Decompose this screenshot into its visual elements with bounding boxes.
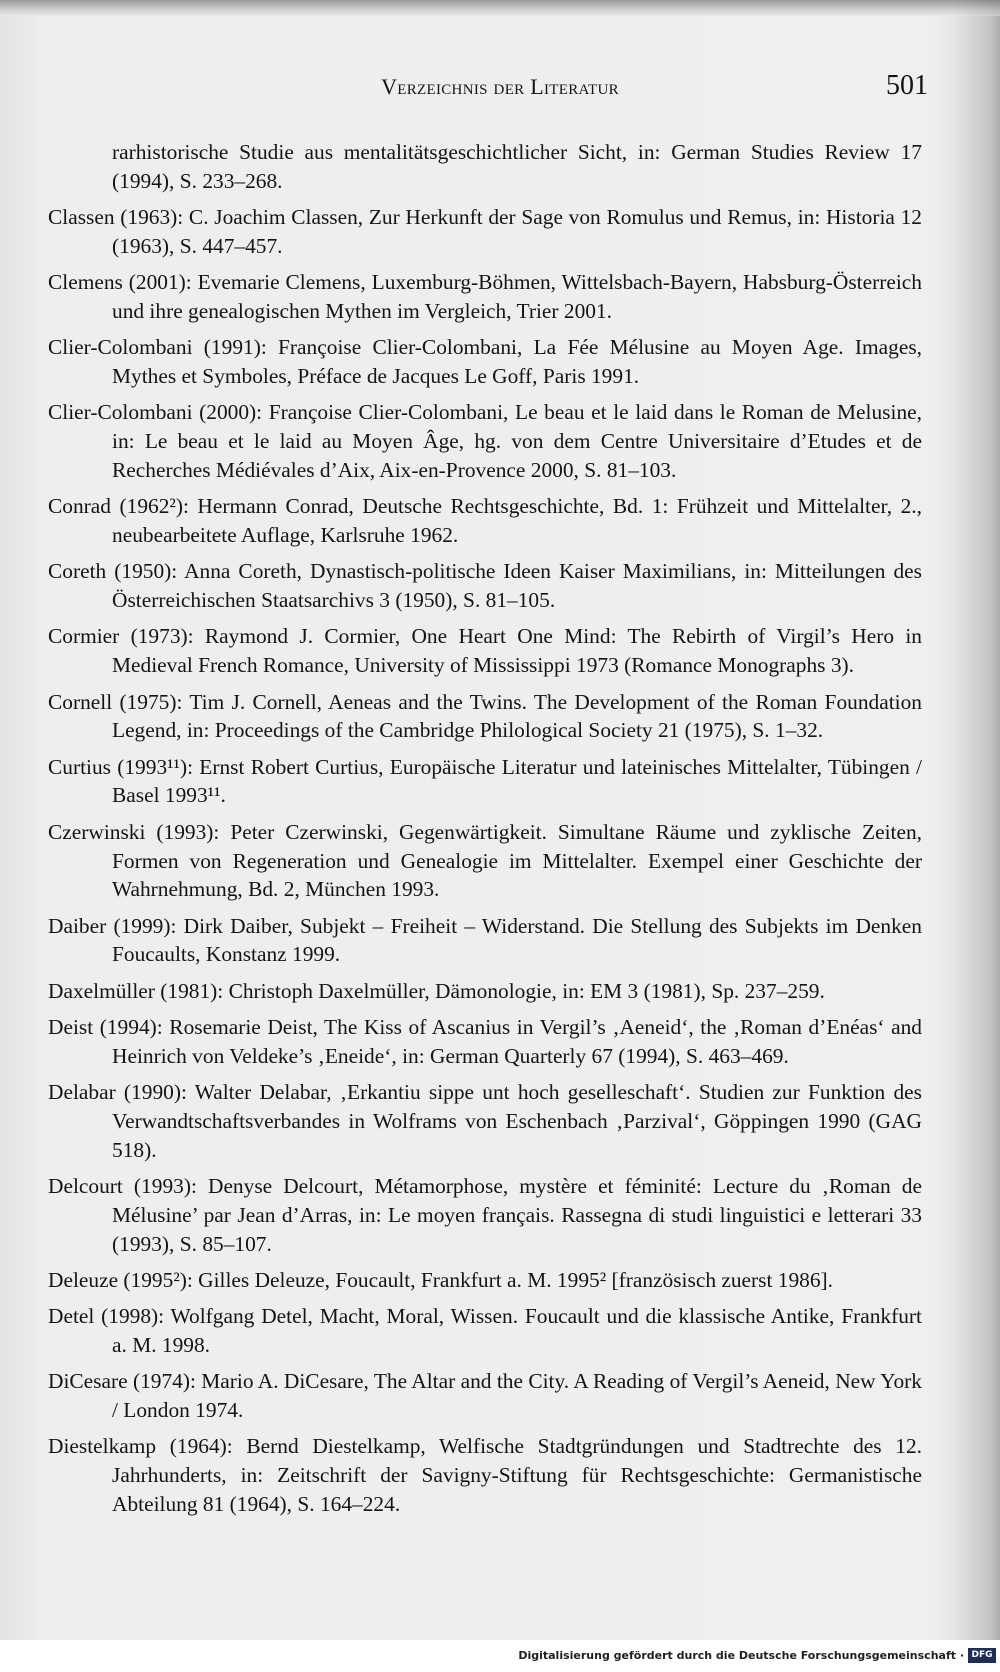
bibliography-entry: Czerwinski (1993): Peter Czerwinski, Gegenwärtigkeit. Simultane Räume und zyklische Zeiten, Formen von Regeneration und Genealogie im Mittelalter. Exempel einer Geschichte der Wahrnehmung, Bd. 2, München 1993. (48, 819, 922, 902)
bibliography-entry: Daxelmüller (1981): Christoph Daxelmüller, Dämonologie, in: EM 3 (1981), Sp. 237–259. (48, 978, 825, 1003)
bibliography-entry: Coreth (1950): Anna Coreth, Dynastisch-politische Ideen Kaiser Maximilians, in: Mitteilungen des Österreichischen Staatsarchivs 3 (1950), S. 81–105. (48, 559, 922, 613)
bibliography-entry: Conrad (1962²): Hermann Conrad, Deutsche Rechtsgeschichte, Bd. 1: Frühzeit und Mittelalter, 2., neubearbeitete Auflage, Karlsruhe 1962. (48, 494, 922, 548)
bibliography-entry: Clier-Colombani (1991): Françoise Clier-Colombani, La Fée Mélusine au Moyen Age. Images, Mythes et Symboles, Préface de Jacques Le Goff, Paris 1991. (48, 335, 922, 389)
bibliography-entry: Detel (1998): Wolfgang Detel, Macht, Moral, Wissen. Foucault und die klassische Antike, Frankfurt a. M. 1998. (48, 1304, 922, 1357)
bibliography-entry: Delcourt (1993): Denyse Delcourt, Métamorphose, mystère et féminité: Lecture du ‚Roman de Mélusine’ par Jean d’Arras, in: Le moyen français. Rassegna di studi linguistici e letterari 33 (1993), S. 85–107. (48, 1174, 922, 1256)
bibliography-entry: rarhistorische Studie aus mentalitätsgeschichtlicher Sicht, in: German Studies Review 17 (1994), S. 233–268. (112, 140, 922, 193)
bibliography-entry: Curtius (1993¹¹): Ernst Robert Curtius, Europäische Literatur und lateinisches Mittelalter, Tübingen / Basel 1993¹¹. (48, 754, 922, 808)
digitization-footer (0, 1640, 1000, 1672)
dfg-logo-icon: DFG (968, 1648, 996, 1663)
bibliography-entry: Diestelkamp (1964): Bernd Diestelkamp, Welfische Stadtgründungen und Stadtrechte des 12. Jahrhunderts, in: Zeitschrift der Savigny-Stiftung für Rechtsgeschichte: Germanistische Abteilung 81 (1964), S. 164–224. (48, 1434, 922, 1516)
bibliography-entry: Classen (1963): C. Joachim Classen, Zur Herkunft der Sage von Romulus und Remus, in: Historia 12 (1963), S. 447–457. (48, 205, 922, 258)
bibliography-entry: DiCesare (1974): Mario A. DiCesare, The Altar and the City. A Reading of Vergil’s Aeneid, New York / London 1974. (48, 1369, 922, 1423)
bibliography-entry: Deist (1994): Rosemarie Deist, The Kiss of Ascanius in Vergil’s ‚Aeneid‘, the ‚Roman d’Enéas‘ and Heinrich von Veldeke’s ‚Eneide‘, in: German Quarterly 67 (1994), S. 463–469. (48, 1015, 922, 1068)
page-top-edge (0, 0, 1000, 16)
page-number: 501 (886, 70, 928, 101)
running-head-title: Verzeichnis der Literatur (381, 74, 619, 99)
bibliography-entry: Cormier (1973): Raymond J. Cormier, One Heart One Mind: The Rebirth of Virgil’s Hero in Medieval French Romance, University of Mississippi 1973 (Romance Monographs 3). (48, 624, 922, 678)
bibliography-entry: Deleuze (1995²): Gilles Deleuze, Foucault, Frankfurt a. M. 1995² [französisch zuerst 1986]. (48, 1267, 834, 1292)
bibliography-list (48, 138, 922, 1526)
bibliography-entry: Cornell (1975): Tim J. Cornell, Aeneas and the Twins. The Development of the Roman Foundation Legend, in: Proceedings of the Cambridge Philological Society 21 (1975), S. 1–32. (48, 689, 922, 743)
bibliography-entry: Daiber (1999): Dirk Daiber, Subjekt – Freiheit – Widerstand. Die Stellung des Subjekts im Denken Foucaults, Konstanz 1999. (48, 913, 922, 967)
gutter-shadow (952, 0, 1000, 1640)
footer-credit: Digitalisierung gefördert durch die Deutsche Forschungsgemeinschaft · (518, 1649, 964, 1662)
running-head (0, 70, 1000, 110)
bibliography-entry: Clier-Colombani (2000): Françoise Clier-Colombani, Le beau et le laid dans le Roman de Melusine, in: Le beau et le laid au Moyen Âge, hg. von dem Centre Universitaire d’Etudes et de Recherches Médiévales d’Aix, Aix-en-Provence 2000, S. 81–103. (48, 400, 922, 482)
bibliography-entry: Delabar (1990): Walter Delabar, ‚Erkantiu sippe unt hoch geselleschaft‘. Studien zur Funktion des Verwandtschaftsverbandes in Wolframs von Eschenbach ‚Parzival‘, Göppingen 1990 (GAG 518). (48, 1080, 922, 1162)
bibliography-entry: Clemens (2001): Evemarie Clemens, Luxemburg-Böhmen, Wittelsbach-Bayern, Habsburg-Österreich und ihre genealogischen Mythen im Vergleich, Trier 2001. (48, 270, 922, 323)
